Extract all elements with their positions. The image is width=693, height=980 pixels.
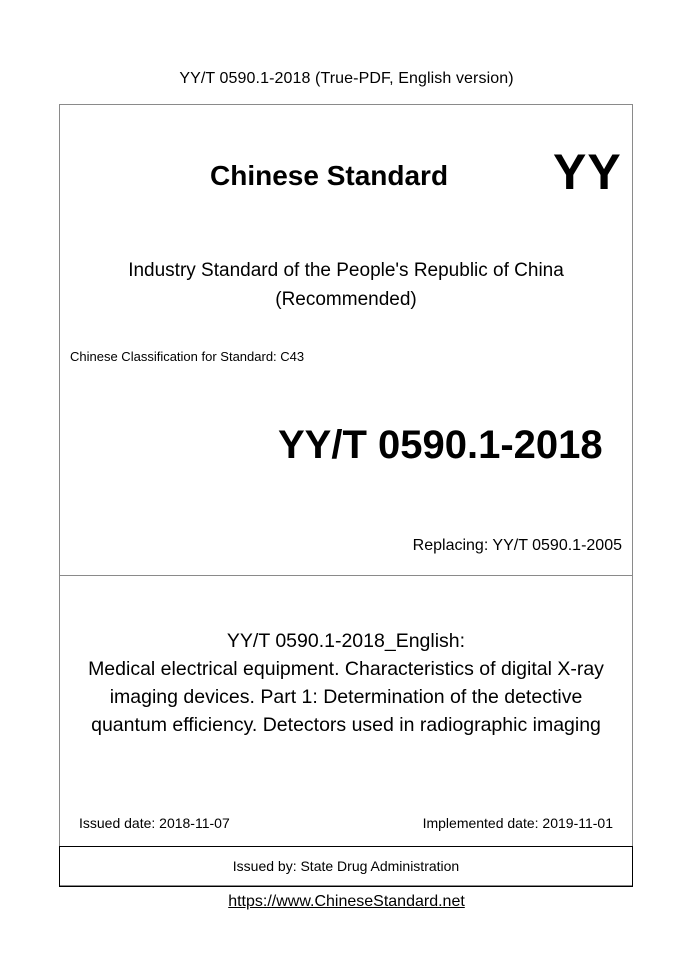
- description-line: Medical electrical equipment. Characteristics of digital X-ray: [88, 658, 604, 680]
- page-header-title: YY/T 0590.1-2018 (True-PDF, English version): [179, 70, 514, 87]
- cover-top-section: [60, 105, 632, 576]
- standard-description: [60, 627, 632, 739]
- issued-date: Issued date: 2018-11-07: [79, 815, 230, 831]
- cover-heading: Chinese Standard: [210, 160, 449, 191]
- description-line: quantum efficiency. Detectors used in radiographic imaging: [91, 714, 601, 736]
- standard-code-mark: YY: [553, 144, 622, 200]
- cover-frame: [59, 104, 633, 886]
- classification-text: Chinese Classification for Standard: C43: [70, 349, 305, 364]
- issuer-box: Issued by: State Drug Administration: [59, 846, 633, 887]
- industry-standard-line: Industry Standard of the People's Republic of China: [128, 260, 564, 281]
- standard-number: YY/T 0590.1-2018: [278, 423, 603, 467]
- description-line: YY/T 0590.1-2018_English:: [226, 630, 466, 652]
- recommended-line: (Recommended): [275, 289, 417, 310]
- description-line: imaging devices. Part 1: Determination of the detective: [109, 686, 583, 708]
- replacing-text: Replacing: YY/T 0590.1-2005: [412, 537, 622, 554]
- website-link[interactable]: https://www.ChineseStandard.net: [228, 893, 465, 910]
- implemented-date: Implemented date: 2019-11-01: [422, 815, 613, 831]
